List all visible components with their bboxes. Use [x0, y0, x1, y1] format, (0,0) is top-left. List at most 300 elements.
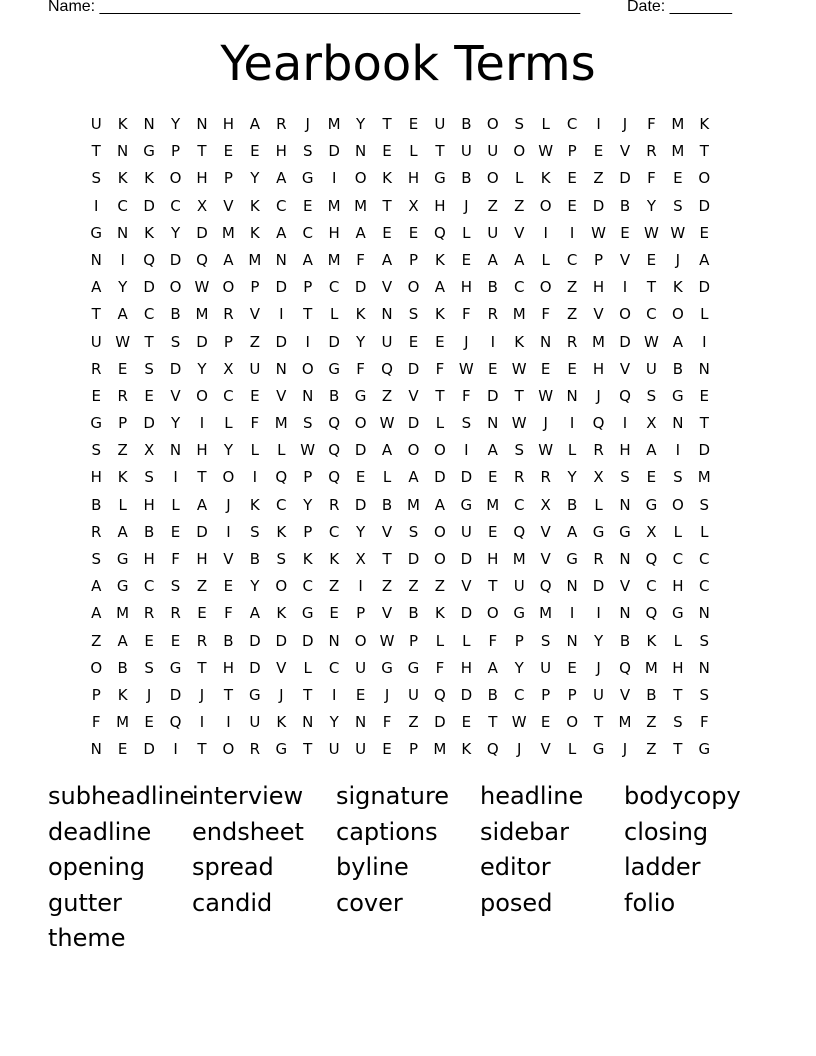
grid-letter[interactable]: C	[646, 305, 657, 324]
grid-letter[interactable]: M	[644, 658, 658, 677]
grid-letter[interactable]: H	[275, 142, 287, 161]
grid-letter[interactable]: N	[381, 305, 393, 324]
grid-letter[interactable]: U	[540, 658, 552, 677]
grid-letter[interactable]: H	[460, 278, 472, 297]
grid-letter[interactable]: G	[672, 604, 684, 623]
grid-letter[interactable]: G	[354, 386, 367, 405]
grid-letter[interactable]: O	[566, 713, 578, 732]
grid-letter[interactable]: S	[673, 713, 683, 732]
grid-letter[interactable]: T	[646, 278, 656, 297]
grid-letter[interactable]: O	[486, 115, 499, 133]
grid-letter[interactable]: L	[118, 495, 127, 514]
grid-letter[interactable]: E	[382, 142, 392, 161]
grid-letter[interactable]: B	[249, 550, 260, 568]
grid-letter[interactable]: E	[355, 685, 366, 704]
grid-letter[interactable]: A	[487, 658, 498, 677]
grid-letter[interactable]: Y	[118, 278, 128, 297]
grid-letter[interactable]: H	[434, 196, 446, 215]
grid-letter[interactable]: E	[673, 169, 683, 188]
grid-letter[interactable]: S	[646, 386, 657, 405]
grid-letter[interactable]: E	[488, 359, 498, 378]
grid-letter[interactable]: S	[699, 631, 710, 650]
grid-letter[interactable]: S	[144, 359, 154, 378]
grid-letter[interactable]: E	[408, 223, 419, 242]
grid-letter[interactable]: J	[517, 740, 522, 759]
grid-letter[interactable]: D	[143, 414, 155, 433]
grid-letter[interactable]: U	[90, 115, 102, 133]
grid-letter[interactable]: P	[408, 250, 418, 269]
grid-letter[interactable]: C	[646, 577, 657, 596]
grid-letter[interactable]: U	[355, 740, 367, 759]
grid-letter[interactable]: Q	[143, 250, 155, 269]
grid-letter[interactable]: R	[249, 740, 261, 759]
grid-letter[interactable]: G	[407, 658, 420, 677]
grid-letter[interactable]: G	[592, 522, 605, 541]
grid-letter[interactable]: I	[226, 522, 231, 541]
grid-letter[interactable]: Z	[566, 278, 578, 297]
grid-letter[interactable]: S	[514, 441, 524, 460]
grid-letter[interactable]: R	[276, 115, 287, 133]
grid-letter[interactable]: E	[408, 332, 419, 351]
grid-letter[interactable]: I	[279, 305, 284, 324]
grid-letter[interactable]: M	[512, 305, 526, 324]
grid-letter[interactable]: X	[646, 414, 657, 433]
grid-letter[interactable]: O	[434, 441, 446, 460]
grid-letter[interactable]: R	[646, 142, 657, 161]
grid-letter[interactable]: E	[197, 604, 207, 623]
grid-letter[interactable]: U	[460, 142, 472, 161]
grid-letter[interactable]: Y	[250, 169, 260, 188]
grid-letter[interactable]: Y	[593, 631, 604, 650]
grid-letter[interactable]: E	[250, 386, 260, 405]
grid-letter[interactable]: Z	[381, 577, 393, 596]
grid-letter[interactable]: C	[513, 278, 525, 297]
grid-letter[interactable]: O	[196, 386, 208, 405]
grid-letter[interactable]: T	[699, 414, 709, 433]
grid-letter[interactable]: E	[646, 468, 657, 487]
grid-letter[interactable]: P	[223, 332, 233, 351]
grid-letter[interactable]: O	[169, 169, 182, 188]
grid-letter[interactable]: M	[592, 332, 605, 351]
grid-letter[interactable]: H	[619, 441, 631, 460]
grid-letter[interactable]: A	[487, 441, 498, 460]
grid-letter[interactable]: O	[354, 631, 367, 650]
grid-letter[interactable]: S	[91, 169, 101, 188]
grid-letter[interactable]: O	[275, 577, 288, 596]
grid-letter[interactable]: B	[223, 631, 234, 650]
grid-letter[interactable]: E	[355, 468, 366, 487]
grid-letter[interactable]: I	[569, 223, 575, 242]
grid-letter[interactable]: A	[646, 441, 657, 460]
grid-letter[interactable]: I	[173, 468, 178, 487]
grid-letter[interactable]: N	[619, 604, 631, 623]
grid-letter[interactable]: Q	[169, 713, 182, 732]
grid-letter[interactable]: G	[566, 550, 578, 568]
grid-letter[interactable]: T	[435, 142, 445, 161]
grid-letter[interactable]: F	[435, 359, 445, 378]
grid-letter[interactable]: D	[698, 196, 711, 215]
grid-letter[interactable]: N	[698, 359, 710, 378]
grid-letter[interactable]: K	[514, 332, 525, 351]
grid-letter[interactable]: U	[434, 115, 446, 133]
grid-letter[interactable]: I	[331, 685, 337, 704]
grid-letter[interactable]: A	[223, 250, 234, 269]
grid-letter[interactable]: N	[143, 115, 155, 133]
grid-letter[interactable]: V	[249, 305, 260, 324]
grid-letter[interactable]: A	[276, 223, 287, 242]
grid-letter[interactable]: M	[116, 713, 130, 732]
grid-letter[interactable]: V	[170, 386, 181, 405]
grid-letter[interactable]: Q	[513, 522, 526, 541]
grid-letter[interactable]: A	[276, 169, 287, 188]
grid-letter[interactable]: R	[117, 386, 128, 405]
grid-letter[interactable]: Z	[487, 196, 498, 215]
grid-letter[interactable]: K	[355, 305, 366, 324]
grid-letter[interactable]: I	[199, 713, 205, 732]
grid-letter[interactable]: Y	[303, 495, 313, 514]
grid-letter[interactable]: O	[407, 441, 420, 460]
grid-letter[interactable]: H	[592, 278, 605, 297]
grid-letter[interactable]: F	[356, 250, 365, 269]
grid-letter[interactable]: F	[91, 713, 101, 732]
grid-letter[interactable]: P	[356, 604, 366, 623]
grid-letter[interactable]: V	[381, 522, 393, 541]
grid-letter[interactable]: E	[144, 386, 154, 405]
grid-letter[interactable]: H	[460, 658, 472, 677]
grid-letter[interactable]: I	[226, 713, 231, 732]
grid-letter[interactable]: Q	[381, 359, 393, 378]
grid-letter[interactable]: S	[408, 305, 419, 324]
grid-letter[interactable]: U	[328, 740, 340, 759]
grid-letter[interactable]: C	[699, 550, 710, 568]
grid-letter[interactable]: J	[622, 740, 628, 759]
grid-letter[interactable]: T	[197, 142, 207, 161]
grid-letter[interactable]: O	[90, 658, 103, 677]
grid-letter[interactable]: W	[115, 332, 131, 351]
grid-letter[interactable]: L	[277, 441, 286, 460]
grid-letter[interactable]: I	[490, 332, 495, 351]
grid-letter[interactable]: I	[199, 414, 205, 433]
grid-letter[interactable]: I	[94, 196, 99, 215]
grid-letter[interactable]: K	[276, 522, 287, 541]
grid-letter[interactable]: D	[249, 658, 261, 677]
grid-letter[interactable]: B	[408, 604, 419, 623]
grid-letter[interactable]: Y	[197, 359, 207, 378]
grid-letter[interactable]: T	[699, 142, 709, 161]
grid-letter[interactable]: V	[540, 550, 551, 568]
grid-letter[interactable]: P	[223, 169, 233, 188]
grid-letter[interactable]: N	[566, 631, 578, 650]
grid-letter[interactable]: E	[117, 740, 128, 759]
grid-letter[interactable]: K	[117, 169, 128, 188]
grid-letter[interactable]: Z	[196, 577, 208, 596]
grid-letter[interactable]: R	[143, 604, 155, 623]
grid-letter[interactable]: G	[328, 359, 340, 378]
grid-letter[interactable]: Z	[381, 386, 393, 405]
grid-letter[interactable]: Q	[328, 414, 341, 433]
grid-letter[interactable]: K	[646, 631, 657, 650]
grid-letter[interactable]: P	[594, 250, 604, 269]
grid-letter[interactable]: U	[249, 359, 261, 378]
grid-letter[interactable]: R	[487, 305, 498, 324]
grid-letter[interactable]: O	[486, 604, 499, 623]
grid-letter[interactable]: Z	[249, 332, 260, 351]
grid-letter[interactable]: Y	[329, 713, 339, 732]
grid-letter[interactable]: A	[91, 278, 102, 297]
grid-letter[interactable]: V	[408, 386, 419, 405]
grid-letter[interactable]: P	[408, 631, 418, 650]
grid-letter[interactable]: N	[302, 713, 314, 732]
grid-letter[interactable]: W	[538, 386, 554, 405]
grid-letter[interactable]: T	[382, 196, 392, 215]
grid-letter[interactable]: D	[143, 278, 155, 297]
grid-letter[interactable]: Q	[486, 740, 499, 759]
grid-letter[interactable]: L	[673, 522, 683, 541]
grid-letter[interactable]: S	[673, 468, 683, 487]
grid-letter[interactable]: B	[117, 658, 128, 677]
grid-letter[interactable]: I	[358, 577, 363, 596]
grid-letter[interactable]: E	[699, 223, 710, 242]
grid-letter[interactable]: F	[171, 550, 180, 568]
grid-letter[interactable]: V	[619, 250, 631, 269]
grid-letter[interactable]: H	[222, 115, 235, 133]
grid-letter[interactable]: H	[90, 468, 102, 487]
grid-letter[interactable]: E	[170, 522, 181, 541]
grid-letter[interactable]: S	[91, 441, 101, 460]
grid-letter[interactable]: U	[460, 522, 472, 541]
grid-letter[interactable]: N	[90, 740, 102, 759]
grid-letter[interactable]: B	[381, 495, 393, 514]
grid-letter[interactable]: L	[224, 414, 233, 433]
grid-letter[interactable]: J	[675, 250, 681, 269]
grid-letter[interactable]: V	[619, 359, 631, 378]
grid-letter[interactable]: N	[566, 577, 578, 596]
grid-letter[interactable]: W	[591, 223, 606, 242]
grid-letter[interactable]: C	[513, 495, 525, 514]
grid-letter[interactable]: N	[90, 250, 102, 269]
grid-letter[interactable]: W	[511, 414, 527, 433]
grid-letter[interactable]: E	[567, 658, 577, 677]
grid-letter[interactable]: O	[539, 278, 552, 297]
grid-letter[interactable]: U	[90, 332, 102, 351]
grid-letter[interactable]: T	[303, 305, 313, 324]
grid-letter[interactable]: G	[169, 658, 182, 677]
grid-letter[interactable]: G	[301, 604, 314, 623]
grid-letter[interactable]: S	[276, 550, 287, 568]
grid-letter[interactable]: M	[221, 223, 235, 242]
grid-letter[interactable]: C	[566, 115, 578, 133]
grid-letter[interactable]: S	[673, 196, 683, 215]
grid-letter[interactable]: E	[540, 713, 551, 732]
grid-letter[interactable]: O	[513, 142, 526, 161]
grid-letter[interactable]: X	[355, 550, 366, 568]
grid-letter[interactable]: A	[117, 522, 128, 541]
grid-letter[interactable]: G	[116, 550, 129, 568]
grid-letter[interactable]: C	[302, 577, 313, 596]
grid-letter[interactable]: N	[117, 223, 129, 242]
grid-letter[interactable]: W	[511, 359, 527, 378]
grid-letter[interactable]: S	[302, 142, 313, 161]
grid-letter[interactable]: E	[382, 223, 392, 242]
grid-letter[interactable]: R	[328, 495, 340, 514]
grid-letter[interactable]: I	[331, 169, 337, 188]
grid-letter[interactable]: C	[328, 278, 340, 297]
grid-letter[interactable]: I	[596, 115, 601, 133]
grid-letter[interactable]: R	[223, 305, 234, 324]
grid-letter[interactable]: N	[698, 658, 710, 677]
grid-letter[interactable]: E	[540, 359, 551, 378]
grid-letter[interactable]: C	[117, 196, 128, 215]
grid-letter[interactable]: B	[461, 169, 472, 188]
grid-letter[interactable]: S	[250, 522, 260, 541]
grid-letter[interactable]: Q	[434, 685, 446, 704]
grid-letter[interactable]: Q	[592, 414, 605, 433]
grid-letter[interactable]: D	[460, 685, 473, 704]
grid-letter[interactable]: Z	[514, 196, 525, 215]
grid-letter[interactable]: J	[622, 115, 628, 133]
grid-letter[interactable]: T	[593, 713, 604, 732]
grid-letter[interactable]: H	[143, 495, 155, 514]
grid-letter[interactable]: M	[327, 196, 341, 215]
grid-letter[interactable]: C	[143, 577, 155, 596]
grid-letter[interactable]: D	[275, 631, 288, 650]
grid-letter[interactable]: B	[619, 196, 631, 215]
grid-letter[interactable]: E	[620, 223, 630, 242]
grid-letter[interactable]: T	[91, 142, 101, 161]
grid-letter[interactable]: U	[645, 359, 657, 378]
grid-letter[interactable]: I	[569, 604, 575, 623]
grid-letter[interactable]: D	[249, 631, 261, 650]
grid-letter[interactable]: G	[619, 522, 631, 541]
grid-letter[interactable]: A	[514, 250, 525, 269]
grid-letter[interactable]: H	[407, 169, 420, 188]
grid-letter[interactable]: O	[619, 305, 631, 324]
grid-letter[interactable]: Y	[250, 577, 260, 596]
grid-letter[interactable]: F	[699, 713, 709, 732]
grid-letter[interactable]: L	[673, 631, 683, 650]
grid-letter[interactable]: J	[226, 495, 231, 514]
grid-letter[interactable]: K	[249, 495, 260, 514]
grid-letter[interactable]: S	[144, 468, 154, 487]
grid-letter[interactable]: L	[541, 115, 550, 133]
grid-letter[interactable]: J	[464, 196, 469, 215]
grid-letter[interactable]: C	[276, 196, 287, 215]
grid-letter[interactable]: J	[596, 386, 601, 405]
grid-letter[interactable]: D	[354, 278, 367, 297]
grid-letter[interactable]: F	[382, 713, 392, 732]
grid-letter[interactable]: D	[328, 142, 340, 161]
grid-letter[interactable]: D	[434, 713, 446, 732]
grid-letter[interactable]: W	[538, 142, 554, 161]
grid-letter[interactable]: K	[117, 468, 128, 487]
grid-letter[interactable]: N	[302, 386, 314, 405]
grid-letter[interactable]: F	[647, 169, 656, 188]
grid-letter[interactable]: D	[143, 740, 155, 759]
grid-letter[interactable]: E	[488, 522, 498, 541]
grid-letter[interactable]: S	[408, 522, 419, 541]
grid-letter[interactable]: F	[356, 359, 365, 378]
grid-letter[interactable]: L	[515, 169, 524, 188]
grid-letter[interactable]: A	[487, 250, 498, 269]
grid-letter[interactable]: R	[91, 359, 102, 378]
grid-letter[interactable]: A	[249, 115, 260, 133]
grid-letter[interactable]: U	[513, 577, 525, 596]
grid-letter[interactable]: D	[460, 550, 473, 568]
grid-letter[interactable]: E	[382, 740, 392, 759]
grid-letter[interactable]: I	[596, 604, 601, 623]
grid-letter[interactable]: P	[408, 740, 418, 759]
grid-letter[interactable]: B	[461, 115, 472, 133]
grid-letter[interactable]: P	[303, 468, 313, 487]
grid-letter[interactable]: O	[222, 278, 235, 297]
grid-letter[interactable]: H	[143, 550, 155, 568]
grid-letter[interactable]: O	[301, 359, 314, 378]
grid-letter[interactable]: Z	[434, 577, 446, 596]
grid-letter[interactable]: I	[569, 414, 575, 433]
grid-letter[interactable]: V	[540, 522, 551, 541]
grid-letter[interactable]: Q	[645, 550, 658, 568]
grid-letter[interactable]: Z	[593, 169, 604, 188]
grid-letter[interactable]: D	[196, 522, 208, 541]
grid-letter[interactable]: P	[514, 631, 524, 650]
grid-letter[interactable]: F	[541, 305, 550, 324]
grid-letter[interactable]: J	[199, 685, 205, 704]
grid-letter[interactable]: D	[196, 332, 208, 351]
grid-letter[interactable]: J	[146, 685, 152, 704]
grid-letter[interactable]: G	[698, 740, 711, 759]
grid-letter[interactable]: I	[622, 414, 628, 433]
grid-letter[interactable]: D	[354, 441, 367, 460]
grid-letter[interactable]: F	[250, 414, 260, 433]
grid-letter[interactable]: T	[435, 386, 445, 405]
grid-letter[interactable]: A	[117, 631, 128, 650]
grid-letter[interactable]: O	[354, 169, 367, 188]
grid-letter[interactable]: T	[382, 550, 392, 568]
grid-letter[interactable]: F	[488, 631, 498, 650]
grid-letter[interactable]: C	[513, 685, 525, 704]
grid-letter[interactable]: I	[622, 278, 628, 297]
grid-letter[interactable]: T	[223, 685, 233, 704]
grid-letter[interactable]: V	[276, 658, 287, 677]
grid-letter[interactable]: W	[458, 359, 474, 378]
grid-letter[interactable]: A	[672, 332, 683, 351]
grid-letter[interactable]: G	[645, 495, 658, 514]
grid-letter[interactable]: V	[619, 577, 631, 596]
grid-letter[interactable]: Q	[196, 250, 208, 269]
grid-letter[interactable]: M	[327, 250, 341, 269]
grid-letter[interactable]: D	[434, 468, 446, 487]
grid-letter[interactable]: A	[434, 278, 446, 297]
grid-letter[interactable]: H	[196, 550, 208, 568]
grid-letter[interactable]: T	[197, 658, 207, 677]
grid-letter[interactable]: V	[593, 305, 604, 324]
grid-letter[interactable]: J	[543, 414, 548, 433]
grid-letter[interactable]: H	[328, 223, 340, 242]
grid-letter[interactable]: D	[619, 169, 631, 188]
grid-letter[interactable]: Z	[408, 577, 419, 596]
grid-letter[interactable]: F	[462, 386, 471, 405]
grid-letter[interactable]: N	[328, 631, 340, 650]
grid-letter[interactable]: L	[435, 414, 445, 433]
grid-letter[interactable]: P	[567, 142, 577, 161]
grid-letter[interactable]: U	[407, 685, 419, 704]
grid-letter[interactable]: B	[619, 631, 631, 650]
grid-letter[interactable]: N	[487, 414, 499, 433]
grid-letter[interactable]: B	[487, 685, 498, 704]
grid-letter[interactable]: E	[567, 359, 577, 378]
grid-letter[interactable]: S	[170, 332, 181, 351]
grid-letter[interactable]: L	[435, 631, 445, 650]
